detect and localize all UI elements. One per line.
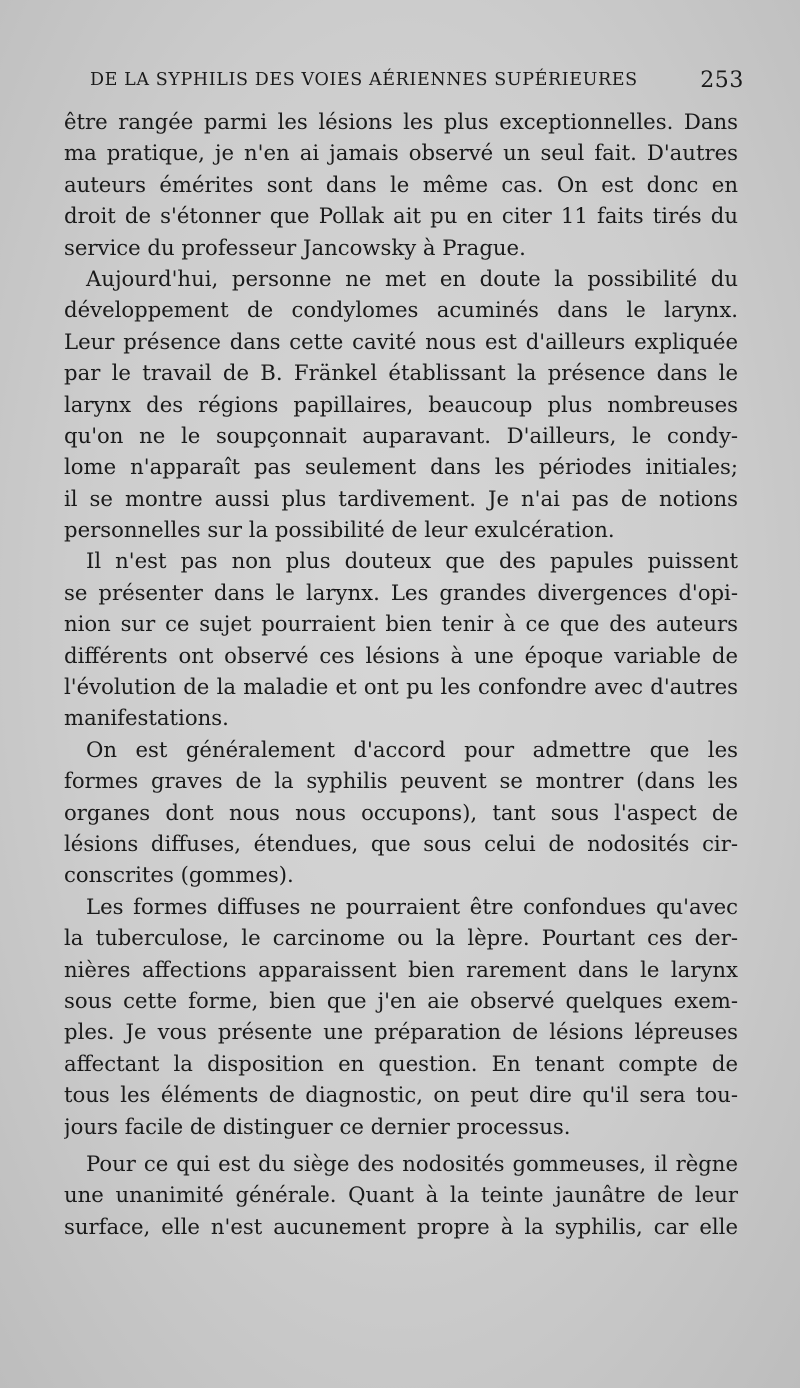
text-line: formes graves de la syphilis peuvent se montrer (dans les	[64, 768, 738, 794]
text-line: tous les éléments de diagnostic, on peut dire qu'il sera tou-	[64, 1082, 738, 1108]
text-line: ma pratique, je n'en ai jamais observé un seul fait. D'autres	[64, 140, 738, 166]
text-line: nières affections apparaissent bien rarement dans le larynx	[64, 956, 738, 982]
text-line: organes dont nous nous occupons), tant sous l'aspect de	[64, 799, 738, 825]
text-line: auteurs émérites sont dans le même cas. On est donc en	[64, 171, 738, 197]
text-line: se présenter dans le larynx. Les grandes divergences d'opi-	[64, 579, 738, 605]
text-line: lésions diffuses, étendues, que sous celui de nodosités cir-	[64, 830, 738, 856]
text-line: surface, elle n'est aucunement propre à la syphilis, car elle	[64, 1213, 738, 1239]
text-line: conscrites (gommes).	[64, 862, 294, 888]
text-line: par le travail de B. Fränkel établissant la présence dans le	[64, 360, 738, 386]
text-line: manifestations.	[64, 705, 229, 731]
text-line: jours facile de distinguer ce dernier processus.	[64, 1113, 571, 1139]
text-line: droit de s'étonner que Pollak ait pu en citer 11 faits tirés du	[64, 203, 738, 229]
text-line: différents ont observé ces lésions à une époque variable de	[64, 642, 738, 668]
book-page	[64, 62, 744, 1242]
text-line: Leur présence dans cette cavité nous est d'ailleurs expliquée	[64, 328, 738, 354]
text-line: l'évolution de la maladie et ont pu les confondre avec d'autres	[64, 674, 738, 700]
text-line: lome n'apparaît pas seulement dans les périodes initiales;	[64, 454, 738, 480]
text-line: Aujourd'hui, personne ne met en doute la possibilité du	[86, 265, 738, 291]
text-line: il se montre aussi plus tardivement. Je n'ai pas de notions	[64, 485, 738, 511]
text-line: développement de condylomes acuminés dans le larynx.	[64, 297, 738, 323]
running-head	[64, 62, 744, 102]
text-line: On est généralement d'accord pour admettre que les	[86, 736, 738, 762]
body-text	[64, 106, 738, 1242]
page-number: 253	[700, 68, 744, 93]
text-line: Il n'est pas non plus douteux que des papules puissent	[86, 548, 738, 574]
text-line: personnelles sur la possibilité de leur exulcération.	[64, 517, 615, 543]
text-line: être rangée parmi les lésions les plus exceptionnelles. Dans	[64, 109, 738, 134]
text-line: qu'on ne le soupçonnait auparavant. D'ailleurs, le condy-	[64, 422, 738, 448]
text-line: service du professeur Jancowsky à Prague.	[64, 234, 526, 260]
text-line: larynx des régions papillaires, beaucoup plus nombreuses	[64, 391, 738, 417]
text-line: affectant la disposition en question. En tenant compte de	[64, 1050, 738, 1076]
running-title: DE LA SYPHILIS DES VOIES AÉRIENNES SUPÉRIEURES	[90, 70, 638, 90]
text-line: ples. Je vous présente une préparation de lésions lépreuses	[64, 1019, 738, 1045]
text-line: une unanimité générale. Quant à la teinte jaunâtre de leur	[64, 1182, 738, 1208]
text-line: la tuberculose, le carcinome ou la lèpre. Pourtant ces der-	[64, 925, 738, 951]
text-line: Pour ce qui est du siège des nodosités gommeuses, il règne	[86, 1150, 738, 1176]
text-line: nion sur ce sujet pourraient bien tenir à ce que des auteurs	[64, 611, 738, 637]
text-line: Les formes diffuses ne pourraient être confondues qu'avec	[86, 893, 738, 919]
text-line: sous cette forme, bien que j'en aie observé quelques exem-	[64, 987, 738, 1013]
